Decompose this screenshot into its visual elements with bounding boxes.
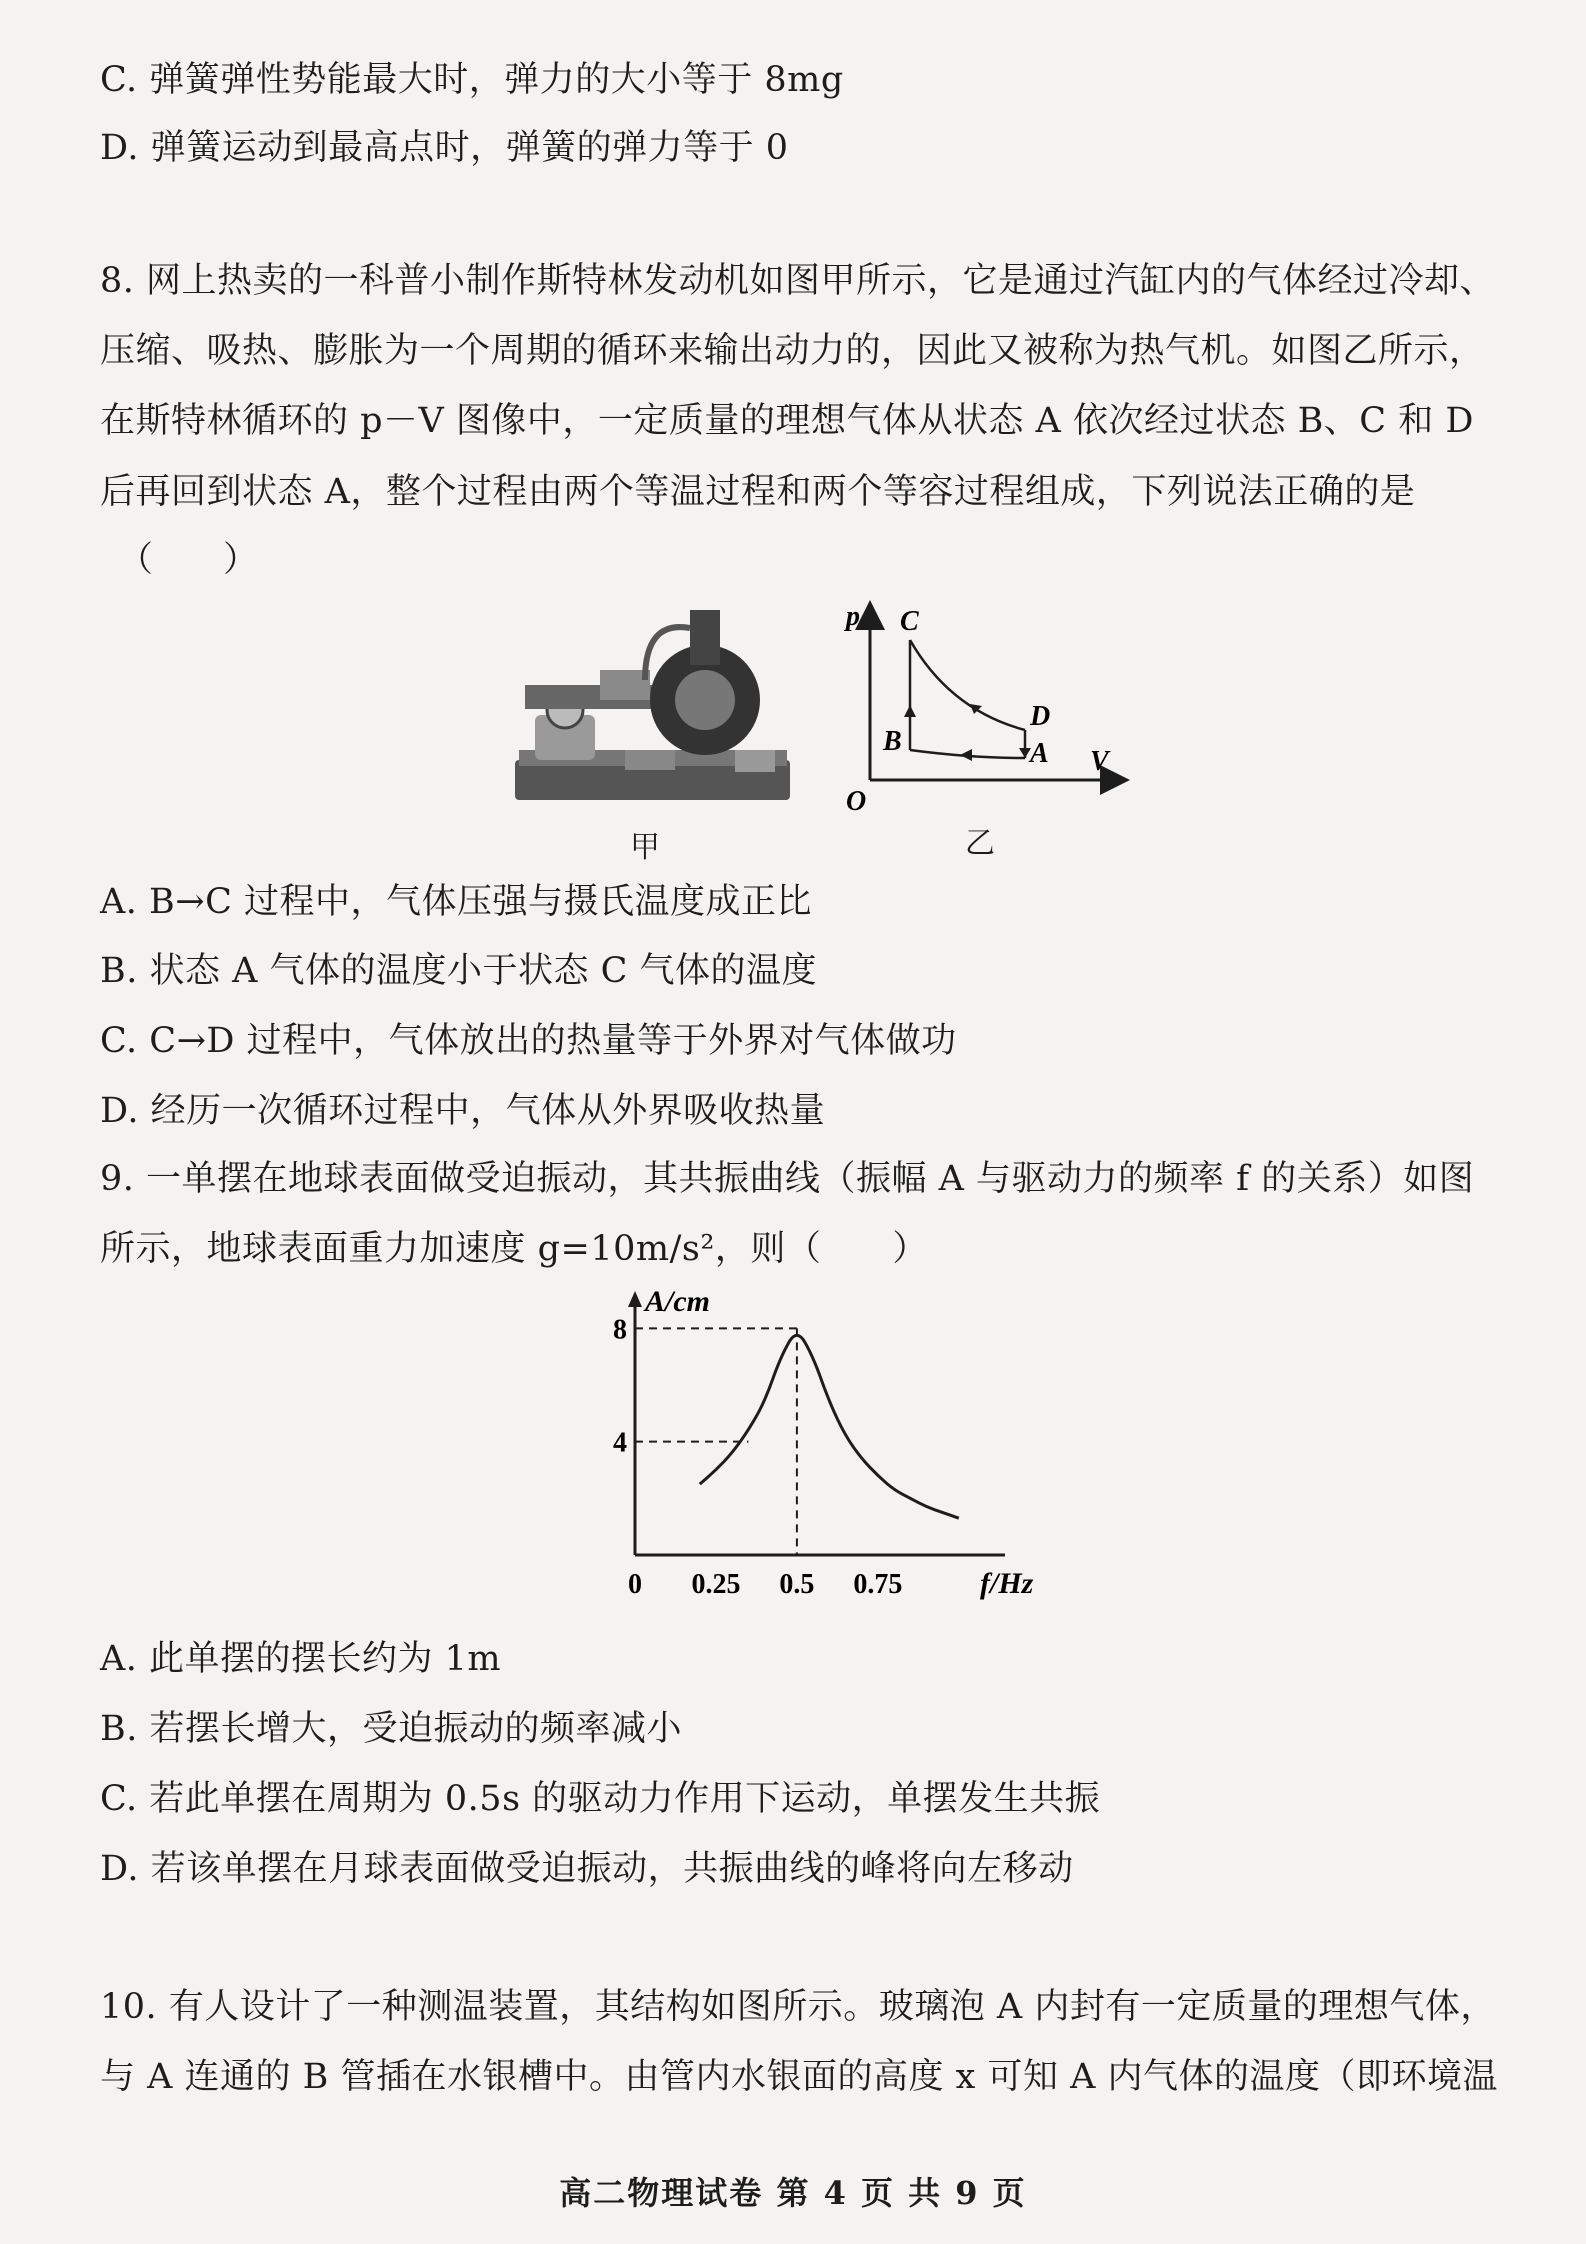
q10-stem-line: 与 A 连通的 B 管插在水银槽中。由管内水银面的高度 x 可知 A 内气体的温度（即环境温 (100, 2057, 1499, 2097)
x-tick-label: 0.25 (691, 1569, 741, 1600)
q8-option-c: C. C→D 过程中，气体放出的热量等于外界对气体做功 (100, 1021, 957, 1061)
q8-stem-line: 压缩、吸热、膨胀为一个周期的循环来输出动力的，因此又被称为热气机。如图乙所示， (100, 331, 1485, 371)
q8-option-d: D. 经历一次循环过程中，气体从外界吸收热量 (100, 1091, 826, 1131)
q8-stem-line: 在斯特林循环的 p－V 图像中，一定质量的理想气体从状态 A 依次经过状态 B、C 和 D (100, 401, 1474, 441)
stirling-engine-figure (505, 600, 795, 820)
page-footer: 高二物理试卷 第 4 页 共 9 页 (559, 2174, 1027, 2212)
x-tick-label: 0.5 (779, 1569, 815, 1600)
q7-option-d: D. 弹簧运动到最高点时，弹簧的弹力等于 0 (100, 128, 789, 168)
figure-label-yi: 乙 (965, 826, 995, 861)
q9-stem-line: 9. 一单摆在地球表面做受迫振动，其共振曲线（振幅 A 与驱动力的频率 f 的关系）如图 (100, 1159, 1475, 1199)
figure-label-jia: 甲 (630, 830, 660, 865)
pv-diagram (840, 600, 1130, 820)
q8-stem-line: 后再回到状态 A，整个过程由两个等温过程和两个等容过程组成，下列说法正确的是 (100, 472, 1416, 512)
pv-label-o: O (846, 786, 867, 817)
q8-option-b: B. 状态 A 气体的温度小于状态 C 气体的温度 (100, 951, 818, 991)
pv-label-b: B (883, 726, 902, 757)
q8-answer-paren: （ ） (118, 540, 259, 580)
q8-stem-line: 8. 网上热卖的一科普小制作斯特林发动机如图甲所示，它是通过汽缸内的气体经过冷却、 (100, 261, 1496, 301)
pv-label-a: A (1030, 738, 1049, 769)
pv-label-p: p (846, 601, 860, 632)
pv-label-d: D (1030, 701, 1051, 732)
q10-stem-line: 10. 有人设计了一种测温装置，其结构如图所示。玻璃泡 A 内封有一定质量的理想气体， (100, 1987, 1496, 2027)
q9-option-a: A. 此单摆的摆长约为 1m (100, 1639, 502, 1679)
resonance-curve-chart (580, 1285, 1040, 1605)
q9-stem-line: 所示，地球表面重力加速度 g=10m/s²，则（ ） (100, 1229, 928, 1269)
q9-option-d: D. 若该单摆在月球表面做受迫振动，共振曲线的峰将向左移动 (100, 1849, 1074, 1889)
x-axis-label: f/Hz (980, 1567, 1034, 1600)
pv-label-c: C (900, 606, 919, 637)
q9-option-b: B. 若摆长增大，受迫振动的频率减小 (100, 1709, 682, 1749)
q8-option-a: A. B→C 过程中，气体压强与摄氏温度成正比 (100, 882, 812, 922)
y-tick-label: 8 (613, 1314, 627, 1346)
y-axis-arrow (628, 1291, 642, 1307)
q7-option-c: C. 弹簧弹性势能最大时，弹力的大小等于 8mg (100, 60, 844, 100)
x-tick-label: 0 (628, 1569, 642, 1600)
q9-option-c: C. 若此单摆在周期为 0.5s 的驱动力作用下运动，单摆发生共振 (100, 1779, 1101, 1819)
y-axis-label: A/cm (645, 1285, 710, 1318)
x-tick-label: 0.75 (853, 1569, 903, 1600)
pv-label-v: V (1090, 746, 1109, 777)
y-tick-label: 4 (613, 1427, 627, 1459)
resonance-curve (700, 1335, 959, 1518)
